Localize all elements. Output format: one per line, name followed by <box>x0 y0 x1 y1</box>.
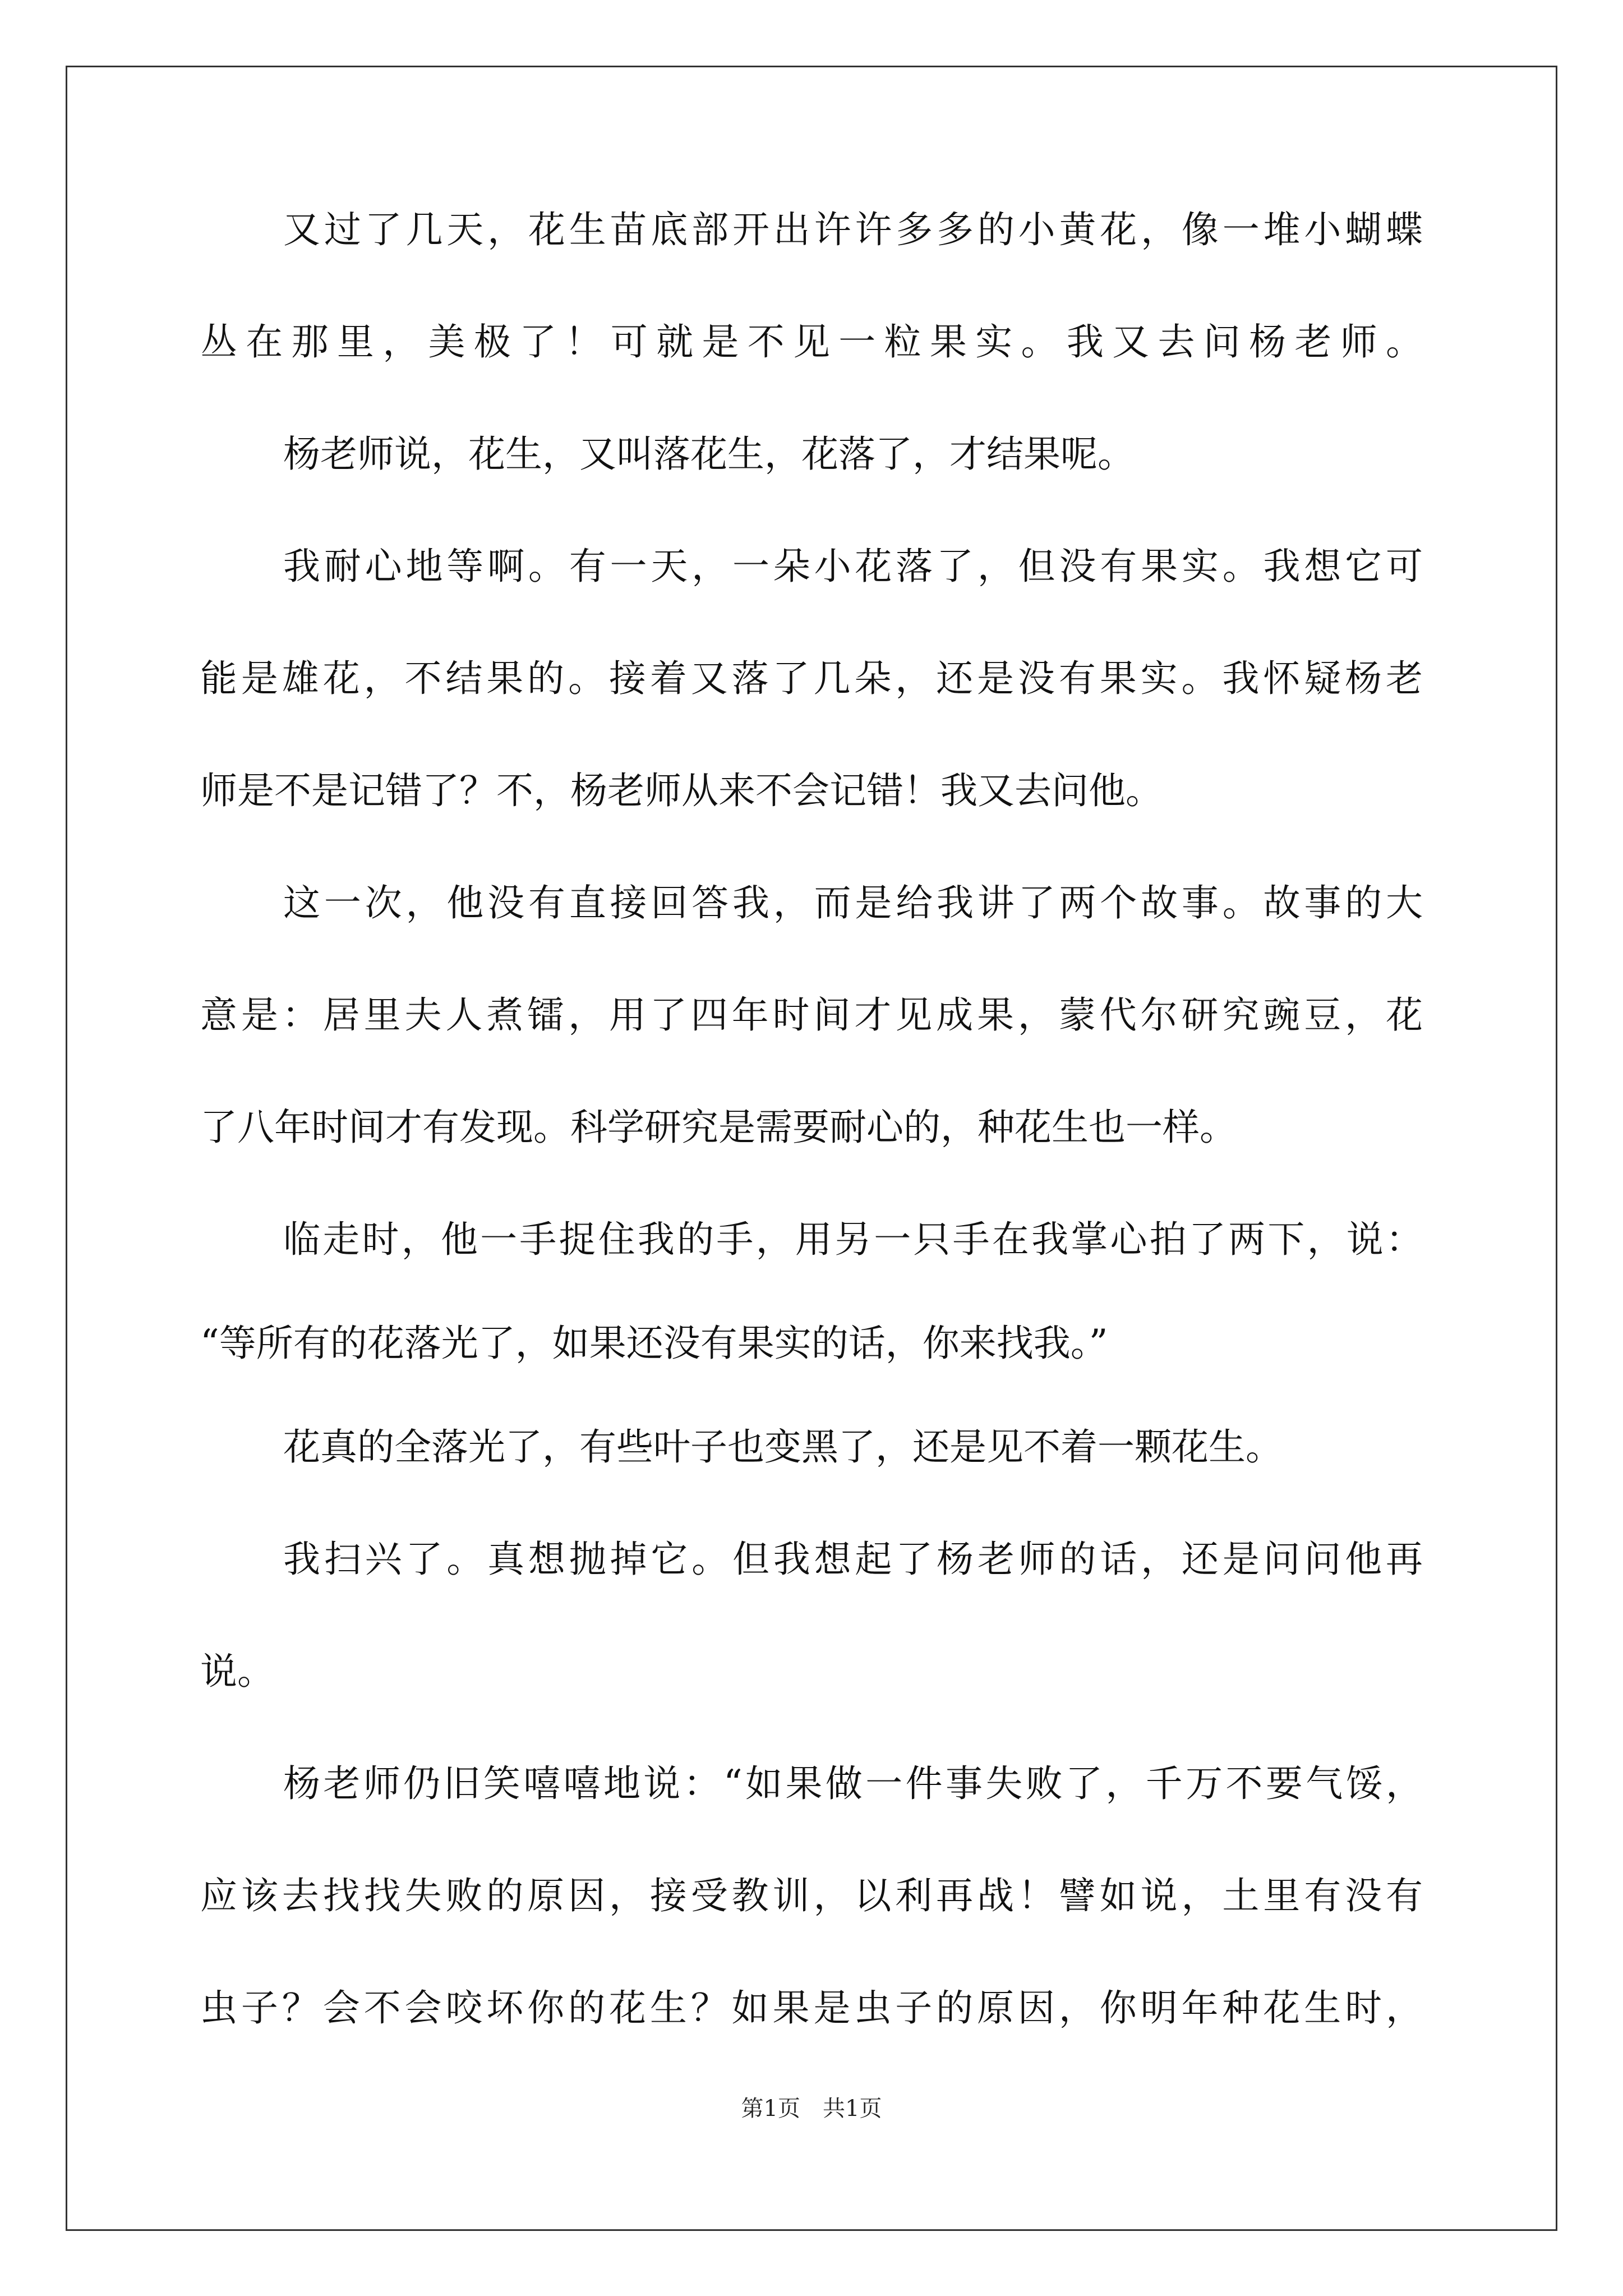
text-line: 师是不是记错了？不，杨老师从来不会记错！我又去问他。 <box>200 769 1163 812</box>
text-line: 花真的全落光了，有些叶子也变黑了，还是见不着一颗花生。 <box>283 1425 1283 1469</box>
text-line: 我扫兴了。真想抛掉它。但我想起了杨老师的话，还是问问他再 <box>283 1538 1423 1581</box>
text-line: “等所有的花落光了，如果还没有果实的话，你来找我。” <box>200 1322 1108 1365</box>
text-line: 这一次，他没有直接回答我，而是给我讲了两个故事。故事的大 <box>283 881 1423 924</box>
text-line: 应该去找找失败的原因，接受教训，以利再战！譬如说，土里有没有 <box>200 1874 1423 1917</box>
text-line: 能是雄花，不结果的。接着又落了几朵，还是没有果实。我怀疑杨老 <box>200 657 1423 700</box>
page-number-total: 共1页 <box>823 2096 882 2122</box>
text-line: 又过了几天，花生苗底部开出许许多多的小黄花，像一堆小蝴蝶 <box>283 208 1423 251</box>
page-number-current: 第1页 <box>741 2096 800 2122</box>
page-footer <box>0 2095 1623 2122</box>
text-line: 说。 <box>200 1650 274 1693</box>
text-line: 意是：居里夫人煮镭，用了四年时间才见成果，蒙代尔研究豌豆，花 <box>200 993 1423 1037</box>
text-line: 了八年时间才有发现。科学研究是需要耐心的，种花生也一样。 <box>200 1106 1237 1149</box>
text-line: 杨老师仍旧笑嘻嘻地说：“如果做一件事失败了，千万不要气馁， <box>283 1762 1423 1805</box>
text-line: 杨老师说，花生，又叫落花生，花落了，才结果呢。 <box>283 432 1135 476</box>
text-line: 临走时，他一手捉住我的手，用另一只手在我掌心拍了两下，说： <box>283 1218 1423 1261</box>
text-line: 丛在那里，美极了！可就是不见一粒果实。我又去问杨老师。 <box>200 320 1423 364</box>
text-line: 我耐心地等啊。有一天，一朵小花落了，但没有果实。我想它可 <box>283 545 1423 588</box>
text-line: 虫子？会不会咬坏你的花生？如果是虫子的原因，你明年种花生时， <box>200 1986 1423 2030</box>
